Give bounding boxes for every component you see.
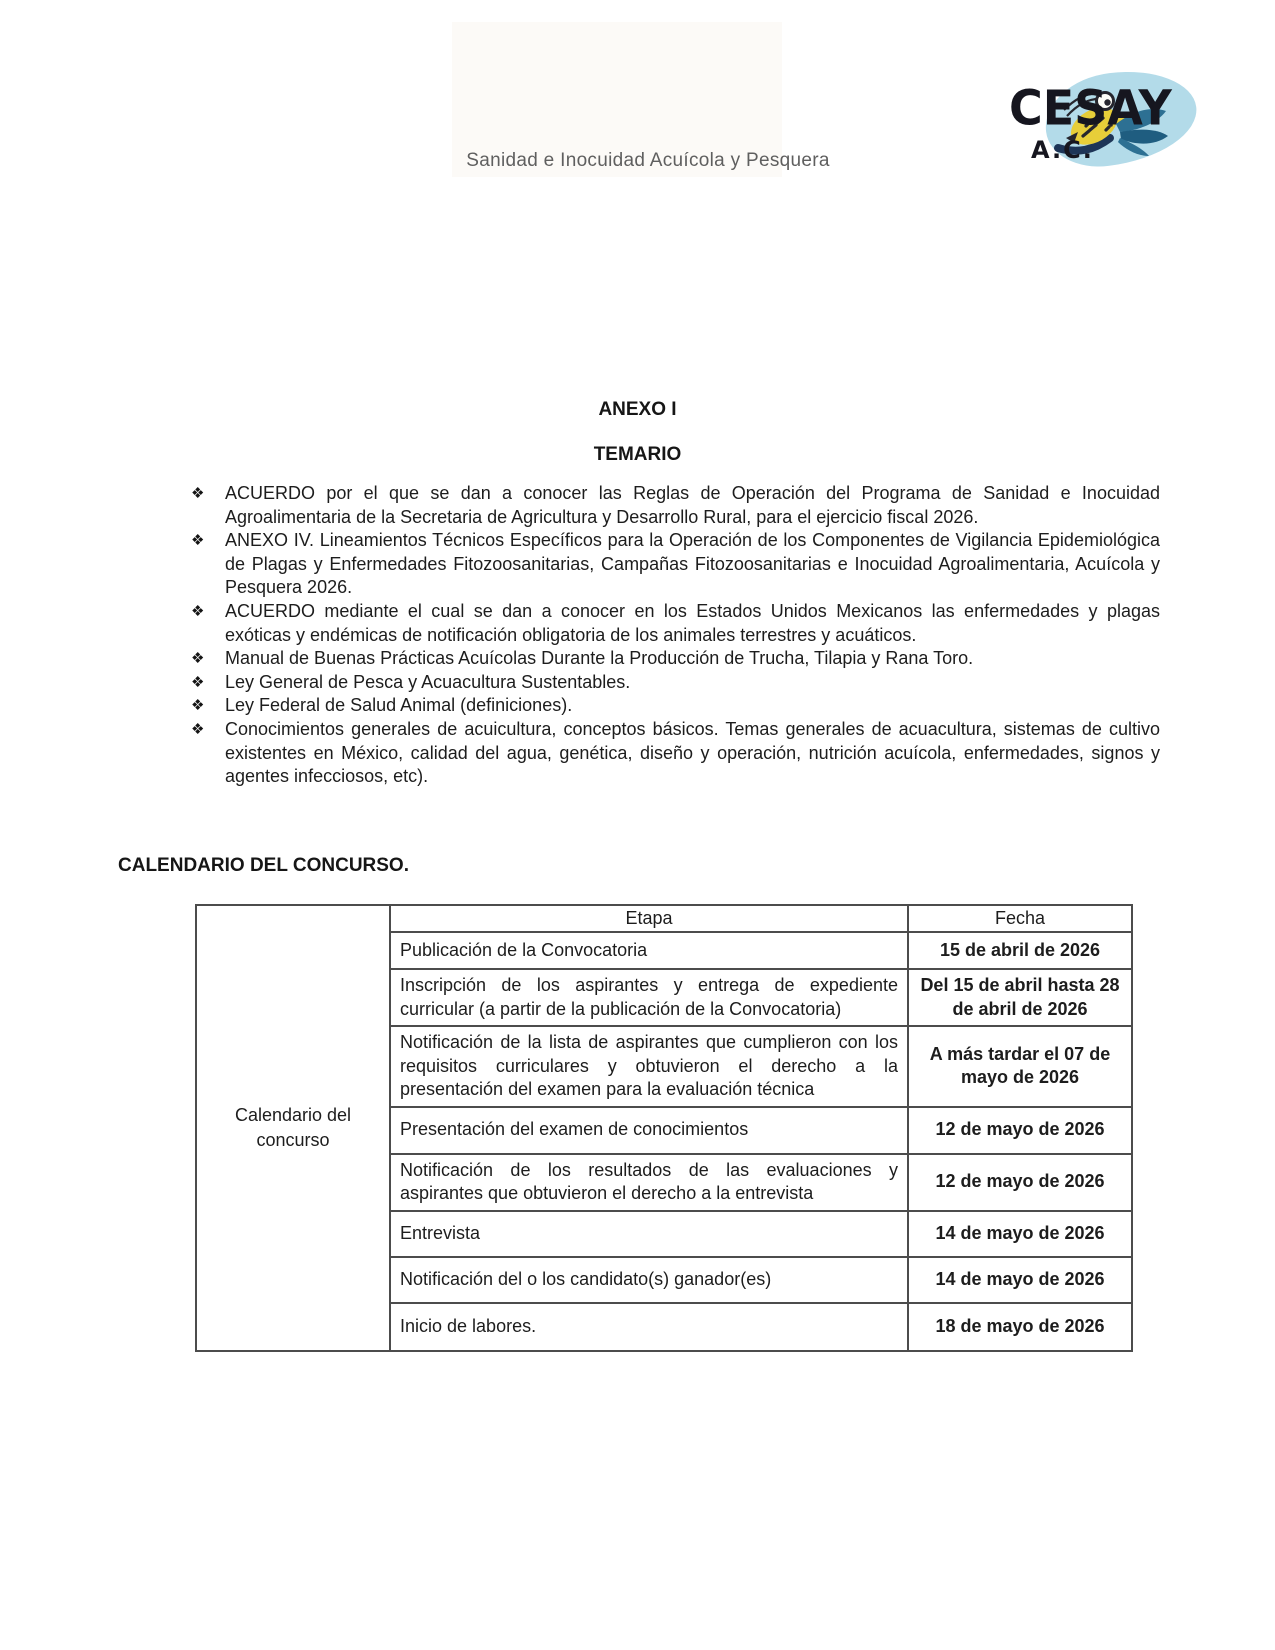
etapa-cell: Notificación de la lista de aspirantes que cumplieron con los requisitos curriculares y obtuvieron el derecho a la presentación del examen para la evaluación técnica bbox=[390, 1026, 908, 1107]
bullet-diamond-icon: ❖ bbox=[191, 673, 205, 691]
fecha-cell: Del 15 de abril hasta 28 de abril de 2026 bbox=[908, 969, 1132, 1026]
fecha-cell: A más tardar el 07 de mayo de 2026 bbox=[908, 1026, 1132, 1107]
temario-item-text: Conocimientos generales de acuicultura, conceptos básicos. Temas generales de acuacultura, sistemas de cultivo existentes en México, calidad del agua, genética, diseño y operación, nutrición acuícola, enfermedades, signos y agentes infecciosos, etc). bbox=[225, 718, 1160, 787]
bullet-diamond-icon: ❖ bbox=[191, 532, 205, 550]
bullet-diamond-icon: ❖ bbox=[191, 485, 205, 502]
calendar-table bbox=[195, 904, 1133, 1352]
fecha-cell: 12 de mayo de 2026 bbox=[908, 1154, 1132, 1211]
temario-item bbox=[191, 482, 1160, 529]
logo-ac-suffix: A.C. bbox=[1031, 136, 1094, 164]
temario-heading: TEMARIO bbox=[593, 444, 682, 465]
temario-item-text: ANEXO IV. Lineamientos Técnicos Específicos para la Operación de los Componentes de Vigilancia Epidemiológica de Plagas y Enfermedades Fitozoosanitarias, Campañas Fitozoosanitarias e Inocuidad Agroalimentaria, Acuícola y Pesquera 2026. bbox=[225, 530, 1160, 598]
bullet-diamond-icon: ❖ bbox=[191, 602, 205, 620]
temario-item bbox=[191, 529, 1160, 600]
calendar-column-header: Etapa bbox=[390, 905, 908, 932]
logo-wordmark: CESAY bbox=[1009, 80, 1172, 137]
calendar-row-label: Calendario del concurso bbox=[196, 905, 390, 1351]
bullet-diamond-icon: ❖ bbox=[191, 720, 205, 738]
temario-item-text: Ley General de Pesca y Acuacultura Sustentables. bbox=[225, 671, 631, 692]
fecha-cell: 15 de abril de 2026 bbox=[908, 932, 1132, 969]
temario-item bbox=[191, 671, 1160, 695]
bullet-diamond-icon: ❖ bbox=[191, 697, 205, 715]
fecha-cell: 14 de mayo de 2026 bbox=[908, 1211, 1132, 1257]
temario-item-text: ACUERDO mediante el cual se dan a conocer en los Estados Unidos Mexicanos las enfermedades y plagas exóticas y endémicas de notificación obligatoria de los animales terrestres y acuáticos. bbox=[225, 600, 1160, 645]
calendar-header-row bbox=[196, 905, 1132, 932]
etapa-cell: Presentación del examen de conocimientos bbox=[390, 1107, 908, 1154]
fecha-cell: 18 de mayo de 2026 bbox=[908, 1303, 1132, 1351]
bullet-diamond-icon: ❖ bbox=[191, 650, 205, 668]
etapa-cell: Notificación del o los candidato(s) ganador(es) bbox=[390, 1257, 908, 1303]
temario-item bbox=[191, 647, 1160, 671]
temario-item bbox=[191, 694, 1160, 718]
etapa-cell: Entrevista bbox=[390, 1211, 908, 1257]
etapa-cell: Inicio de labores. bbox=[390, 1303, 908, 1351]
logo-artwork bbox=[917, 60, 1267, 172]
logo-tagline: Sanidad e Inocuidad Acuícola y Pesquera bbox=[466, 150, 830, 171]
temario-item-text: Manual de Buenas Prácticas Acuícolas Durante la Producción de Trucha, Tilapia y Rana Toro. bbox=[225, 648, 974, 669]
temario-item bbox=[191, 600, 1160, 647]
calendario-heading: CALENDARIO DEL CONCURSO. bbox=[118, 855, 409, 876]
anexo-heading: ANEXO I bbox=[598, 399, 677, 420]
temario-item-text: Ley Federal de Salud Animal (definiciones). bbox=[225, 695, 573, 716]
temario-item bbox=[191, 718, 1160, 789]
temario-item-text: ACUERDO por el que se dan a conocer las Reglas de Operación del Programa de Sanidad e Inocuidad Agroalimentaria de la Secretaria de Agricultura y Desarrollo Rural, para el ejercicio fiscal 2026. bbox=[225, 483, 1160, 527]
etapa-cell: Publicación de la Convocatoria bbox=[390, 932, 908, 969]
fecha-cell: 14 de mayo de 2026 bbox=[908, 1257, 1132, 1303]
fecha-cell: 12 de mayo de 2026 bbox=[908, 1107, 1132, 1154]
calendar-column-header: Fecha bbox=[908, 905, 1132, 932]
etapa-cell: Notificación de los resultados de las evaluaciones y aspirantes que obtuvieron el derecho a la entrevista bbox=[390, 1154, 908, 1211]
etapa-cell: Inscripción de los aspirantes y entrega de expediente curricular (a partir de la publicación de la Convocatoria) bbox=[390, 969, 908, 1026]
temario-list bbox=[191, 482, 1160, 789]
